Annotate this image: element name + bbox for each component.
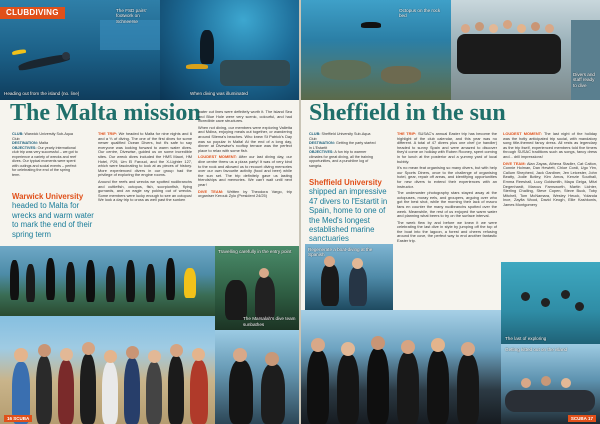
photo-group-beach: [0, 316, 215, 424]
left-page: [0, 0, 299, 424]
page-number-16: 16: [7, 416, 13, 421]
caption-shark: The last of exploring: [505, 335, 547, 341]
fact-club-label-r: CLUB:: [309, 132, 321, 136]
paragraph-lead: THE TRIP:: [397, 132, 417, 136]
paragraph-lead: DIVE TEAM:: [503, 160, 526, 166]
paragraph-text: water cut lines were definitely worth it. The Island Sea and Blue Hole were very scenic, colourful, and had incredible cave structures.: [198, 110, 292, 124]
body-paragraph: [397, 132, 497, 164]
footer-scuba-left: SCUBA: [13, 416, 30, 421]
fact-club: Warwick University Sub-Aqua Club: [12, 132, 73, 141]
footer-scuba-right: SCUBA: [570, 416, 587, 421]
paragraph-text: When not diving, our members were exploring Valletta and Mdina, enjoying meals out together, or wandering around Sliema's beaches. Who knew St Patrick's Day was so popular in Malta! At the end of a long day, dinner at Divewise's rooftop terrace was the perfect place to relax with some fish.: [198, 124, 292, 153]
fact-obj-label: OBJECTIVES:: [12, 145, 37, 150]
paragraph-text: Around the reefs and wrecks we spotted nudibranchs and cuttlefish, octopus, fish, scorpionfish, flying gurnards, and an eagle ray poking out of wrecks. Some members were lucky enough to see an octopus! We look a day trip to cross as well past the sunken: [98, 178, 192, 203]
caption-group: Divers and staff ready to dive: [573, 72, 595, 88]
caption-flash: When diving was illuminated: [190, 90, 248, 96]
section-tag-club: CLUB: [6, 8, 30, 17]
photo-dive-team-shore: [0, 246, 215, 316]
caption-boat: Heading out from the island (no. line): [4, 90, 80, 96]
body-paragraph: [198, 190, 292, 199]
body-paragraph: [397, 221, 497, 244]
caption-lifeguard: Getting kitted out on the island: [505, 347, 568, 352]
photo-dive-group: [215, 246, 299, 330]
paragraph-lead: LOUDEST MOMENT:: [503, 132, 542, 136]
page-number-17: 17: [587, 416, 593, 421]
standfirst-rest-r: shipped an impressive 47 divers to l'Estartit in Spain, home to one of the Med's longest established marine sanctuaries: [309, 187, 388, 244]
paragraph-text: The last night of the holiday was the hotly anticipated trip social, with mandatory song title-themed fancy dress. All rests as legendary as the trip itself, experienced members told five timers through SUSAC traditions such as songs, fancy dress and... drill impressions!: [503, 132, 597, 159]
body-paragraph: [98, 132, 192, 178]
fact-club-r: Sheffield University Sub-Aqua Club: [309, 132, 371, 141]
fact-box: [12, 132, 78, 177]
caption-undersea: Octopus on the rock bed: [399, 8, 441, 19]
photo-group-picture: [451, 0, 600, 100]
paragraph-text: We headed to Malta for nine nights and 6 and a ⅓ of diving. The one of the first dives for some newer qualified Ocean Divers, but it's safe to say everyone was looking forward to warm water dives. Our centre, Divewise, guided us on some incredible sites. Our wreck dives included the HMS Maori, HM Hotel, P29, Um El Faroud, and the X-Lighter 127, which were fascinating to look at as pieces of history. More experienced divers in our group had the privilege of exploring the engine rooms.: [98, 132, 192, 178]
caption-dive-group: Travelling carefully in the entry point: [218, 249, 292, 254]
page-number-right: [568, 415, 596, 422]
fact-obj: Our yearly international club trip was very successful – we got to experience a variety of wrecks and reef dives. Our typical moments were spent with outings and social events – perfect for celebrating the end of the spring term.: [12, 145, 78, 177]
paragraph-text: After our last diving day, our dive centre threw us a pizza party! It was of very kind to the rook and allowed us to recount diving memories over our own favourite activity (food and beer) while the sun set. The trip definitely gave us lasting friendships and memories. We can't wait until next year!: [198, 154, 292, 187]
fact-box-right: [309, 132, 379, 168]
fact-obj-r: A fun trip to warmer climates for great diving, all the training opportunities, and a punchline log of sangria.: [309, 150, 373, 168]
body-paragraph: [503, 132, 597, 160]
fact-dest: Malta: [38, 141, 49, 145]
photo-rib-boat: [501, 344, 600, 424]
photo-wreck-diver: [160, 0, 299, 100]
fact-dest-label: DESTINATION:: [12, 141, 38, 145]
paragraph-text: It's no mean feat organising so many divers, but with help our Sports Diners, once to the challenge of organising hotel, gear, repair off areas, and identifying opportunities for new divers to extend their experiences with an instructor.: [397, 165, 497, 189]
photo-boat-group: [301, 310, 501, 424]
caption-moray: The Marsalah's dive team sunbathes: [243, 316, 296, 327]
fact-dest-label-r: DESTINATION:: [309, 141, 335, 145]
fact-obj-label-r: OBJECTIVES:: [309, 150, 334, 154]
body-column-3-right: [503, 132, 597, 262]
photo-lagoon: [501, 262, 600, 344]
body-paragraph: [198, 126, 292, 154]
body-paragraph: [98, 180, 192, 203]
standfirst-right: [309, 178, 393, 244]
body-paragraph: [198, 110, 292, 124]
standfirst-lead-r: Sheffield University: [309, 178, 382, 187]
photo-divers-portrait: [215, 330, 299, 424]
body-column-3: [198, 110, 292, 250]
paragraph-text: Written by Theodora Vargo, trip organiser Kerouk Zylo (President 24/25): [198, 188, 292, 199]
standfirst-lead: Warwick University: [12, 192, 84, 201]
paragraph-lead: DIVE TEAM:: [198, 188, 224, 194]
standfirst-rest: headed to Malta for wrecks and warm water to mark the end of their spring term: [12, 201, 94, 239]
paragraph-lead: THE TRIP:: [98, 132, 118, 136]
article-title: The Malta mission: [10, 100, 201, 126]
body-paragraph: [503, 162, 597, 208]
body-paragraph: [198, 155, 292, 187]
paragraph-lead: LOUDEST MOMENT:: [198, 154, 237, 160]
right-page: [301, 0, 600, 424]
fact-dest-r: Getting the party started in L'Estartit: [309, 141, 376, 150]
paragraph-text: SUSAC's annual Easter trip has become the highlight of the club calendar, and this year was no different. A total of 47 divers plus one chef (or handler) headed to sunny Spain and were amazed to discover they'd come on holiday with Ruben Rooney, spent coming in for lunch at the posterior and a yummy yard of local bubbly.: [397, 132, 497, 164]
page-number-left: [4, 415, 32, 422]
paragraph-text: Alan Zayas, Athena Stadler, Cat Calton, Connie Holman, Dan Hewlett, Chloe Cordi, Ugo Yim, Callum Shepherd, Jack Gardiner, Jen Leicester, John Beatty, Jodie Botley, Kim Amos, Kenzie Southall, Emma Reeshall, Lucy Goldsmith, Maya Geiga, Mitzi Degenhardt, Marcus Farnsworth, Martin Lichter, Sterling Challing, Steve Copen, Steve Buck, Toby Mitchell, Tom McNamara, Wesley Heuck, Yolanda Ince, Zayfia Wood, David Keogh, Ellie Kashkonis, James Montgomery: [503, 160, 597, 207]
body-column-2-right: [397, 132, 497, 310]
fact-club-label: CLUB:: [12, 132, 24, 136]
caption-boat-divers: Regenerate a boat-diving at the Spanish: [308, 247, 373, 258]
article-title-right: Sheffield in the sun: [309, 100, 506, 126]
section-tag-diving: DIVING: [29, 8, 59, 17]
body-paragraph: [397, 166, 497, 189]
body-column-2: [98, 132, 192, 242]
paragraph-text: The underwater photography stars stayed away at the octopuses, moray eels, and groupers, arguing over who got the best shot, while the morning their lack of macro fans en counter the many nudibranchs spotted over the week. Meanwhile, the rest of us enjoyed the warm water and planning what beers to try on the surface interval.: [397, 190, 497, 219]
photo-seabed: [301, 0, 451, 100]
section-tag: [0, 7, 65, 19]
body-paragraph: [397, 191, 497, 219]
paragraph-text: The week flew by and before we knew it we were celebrating the last dive in style by jumping off the top of the boat into the lagoon, a forest and cheers refusing around the cove, the perfect way to end another fantastic Easter trip.: [397, 219, 497, 244]
caption-divers: The FSD pairs' footwork on Schneerse: [116, 8, 147, 24]
standfirst: [12, 192, 94, 239]
photo-boat-divers: [305, 244, 393, 310]
